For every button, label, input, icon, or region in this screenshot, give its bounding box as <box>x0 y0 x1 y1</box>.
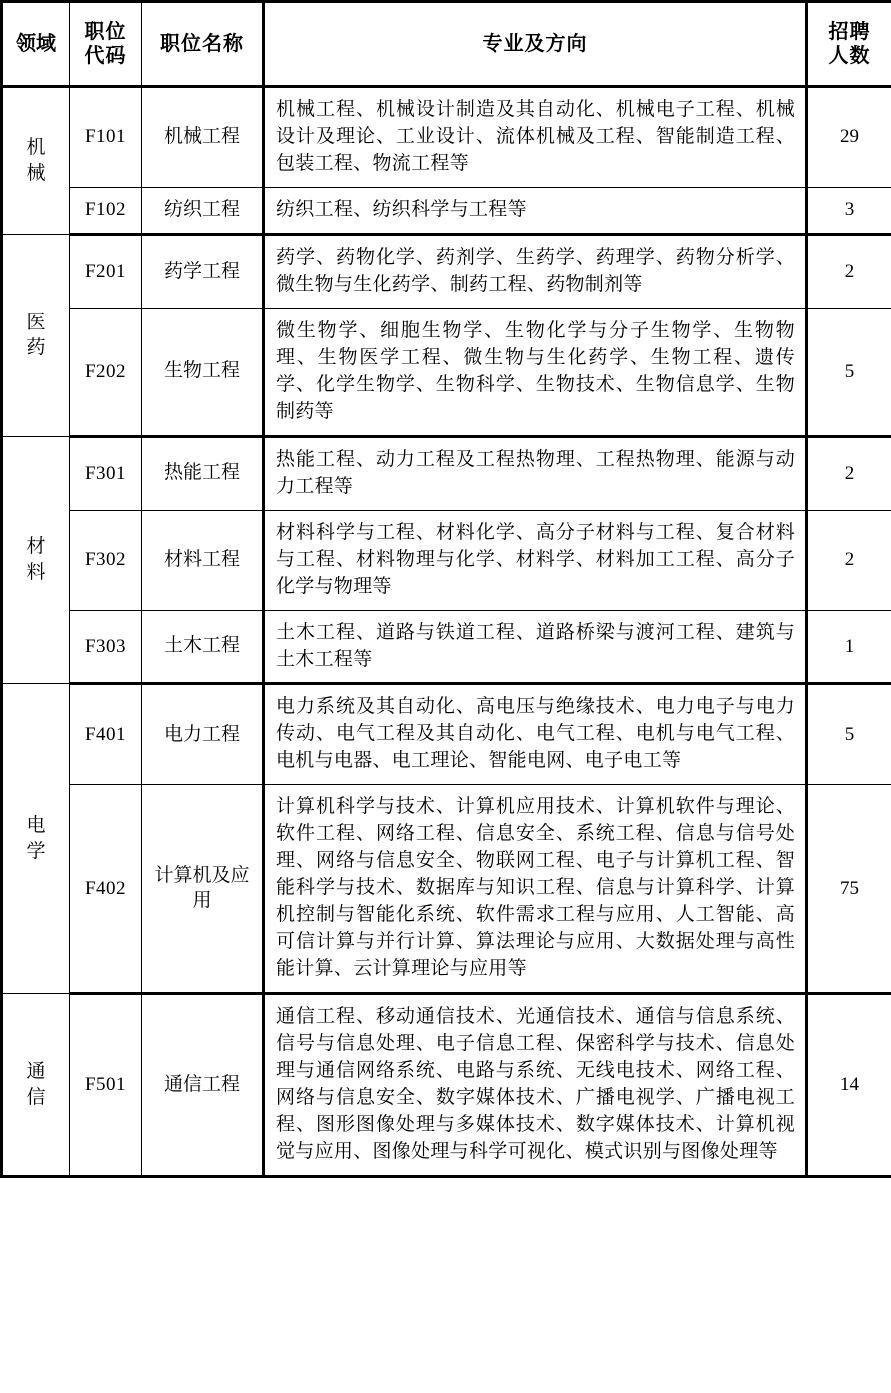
cell-count: 29 <box>807 87 891 188</box>
column-header-field-label: 领域 <box>16 32 56 55</box>
cell-count: 2 <box>807 510 891 610</box>
cell-field <box>2 234 70 436</box>
cell-major: 土木工程、道路与铁道工程、道路桥梁与渡河工程、建筑与土木工程等 <box>264 610 807 684</box>
cell-title: 机械工程 <box>142 87 264 188</box>
table-header <box>2 2 891 87</box>
table-row <box>2 610 891 684</box>
cell-title: 生物工程 <box>142 308 264 436</box>
table-row <box>2 785 891 994</box>
cell-code: F302 <box>70 510 142 610</box>
cell-major: 药学、药物化学、药剂学、生药学、药理学、药物分析学、微生物与生化药学、制药工程、药物制剂等 <box>264 234 807 308</box>
table-row <box>2 308 891 436</box>
cell-title: 材料工程 <box>142 510 264 610</box>
cell-title: 计算机及应用 <box>142 785 264 994</box>
table-row <box>2 684 891 785</box>
cell-title: 热能工程 <box>142 436 264 510</box>
cell-count: 2 <box>807 436 891 510</box>
cell-code: F201 <box>70 234 142 308</box>
cell-field <box>2 994 70 1177</box>
table-row <box>2 234 891 308</box>
cell-major: 材料科学与工程、材料化学、高分子材料与工程、复合材料与工程、材料物理与化学、材料学、材料加工工程、高分子化学与物理等 <box>264 510 807 610</box>
table-row <box>2 994 891 1177</box>
cell-field <box>2 436 70 684</box>
field-label: 医药 <box>26 311 46 359</box>
column-header-major-label: 专业及方向 <box>482 32 588 55</box>
cell-code: F501 <box>70 994 142 1177</box>
column-header-code-label-line1: 职位 <box>84 20 127 43</box>
column-header-code <box>70 2 142 87</box>
cell-count: 5 <box>807 308 891 436</box>
column-header-major <box>264 2 807 87</box>
column-header-code-label-line2: 代码 <box>84 45 127 67</box>
cell-count: 3 <box>807 187 891 234</box>
field-label: 电学 <box>26 815 46 862</box>
column-header-count-label-line2: 人数 <box>828 45 871 67</box>
cell-code: F401 <box>70 684 142 785</box>
table-body <box>2 87 891 1177</box>
cell-title: 通信工程 <box>142 994 264 1177</box>
column-header-count <box>807 2 891 87</box>
cell-major: 计算机科学与技术、计算机应用技术、计算机软件与理论、软件工程、网络工程、信息安全、系统工程、信息与信号处理、网络与信息安全、物联网工程、电子与计算机工程、智能科学与技术、数据库与知识工程、信息与计算科学、计算机控制与智能化系统、软件需求工程与应用、人工智能、高可信计算与并行计算、算法理论与应用、大数据处理与高性能计算、云计算理论与应用等 <box>264 785 807 994</box>
table-row <box>2 510 891 610</box>
cell-code: F101 <box>70 87 142 188</box>
cell-major: 电力系统及其自动化、高电压与绝缘技术、电力电子与电力传动、电气工程及其自动化、电气工程、电机与电气工程、电机与电器、电工理论、智能电网、电子电工等 <box>264 684 807 785</box>
column-header-count-label-line1: 招聘 <box>828 20 871 43</box>
cell-title: 药学工程 <box>142 234 264 308</box>
cell-count: 5 <box>807 684 891 785</box>
cell-code: F301 <box>70 436 142 510</box>
table-row <box>2 436 891 510</box>
column-header-title <box>142 2 264 87</box>
cell-title: 纺织工程 <box>142 187 264 234</box>
cell-major: 纺织工程、纺织科学与工程等 <box>264 187 807 234</box>
header-row <box>2 2 891 87</box>
field-label: 通信 <box>26 1060 46 1108</box>
cell-count: 1 <box>807 610 891 684</box>
column-header-field <box>2 2 70 87</box>
table-row <box>2 87 891 188</box>
table-row <box>2 187 891 234</box>
cell-title: 土木工程 <box>142 610 264 684</box>
field-label: 机械 <box>26 137 46 184</box>
cell-count: 2 <box>807 234 891 308</box>
cell-code: F202 <box>70 308 142 436</box>
field-label: 材料 <box>26 536 46 584</box>
cell-major: 微生物学、细胞生物学、生物化学与分子生物学、生物物理、生物医学工程、微生物与生化药学、生物工程、遗传学、化学生物学、生物科学、生物技术、生物信息学、生物制药等 <box>264 308 807 436</box>
cell-code: F102 <box>70 187 142 234</box>
cell-major: 热能工程、动力工程及工程热物理、工程热物理、能源与动力工程等 <box>264 436 807 510</box>
column-header-title-label: 职位名称 <box>160 32 244 55</box>
cell-field <box>2 684 70 994</box>
cell-count: 75 <box>807 785 891 994</box>
cell-count: 14 <box>807 994 891 1177</box>
cell-field <box>2 87 70 235</box>
cell-title: 电力工程 <box>142 684 264 785</box>
cell-major: 机械工程、机械设计制造及其自动化、机械电子工程、机械设计及理论、工业设计、流体机械及工程、智能制造工程、包装工程、物流工程等 <box>264 87 807 188</box>
cell-code: F303 <box>70 610 142 684</box>
cell-major: 通信工程、移动通信技术、光通信技术、通信与信息系统、信号与信息处理、电子信息工程、保密科学与技术、信息处理与通信网络系统、电路与系统、无线电技术、网络工程、网络与信息安全、数字媒体技术、广播电视学、广播电视工程、图形图像处理与多媒体技术、数字媒体技术、计算机视觉与应用、图像处理与科学可视化、模式识别与图像处理等 <box>264 994 807 1177</box>
cell-code: F402 <box>70 785 142 994</box>
